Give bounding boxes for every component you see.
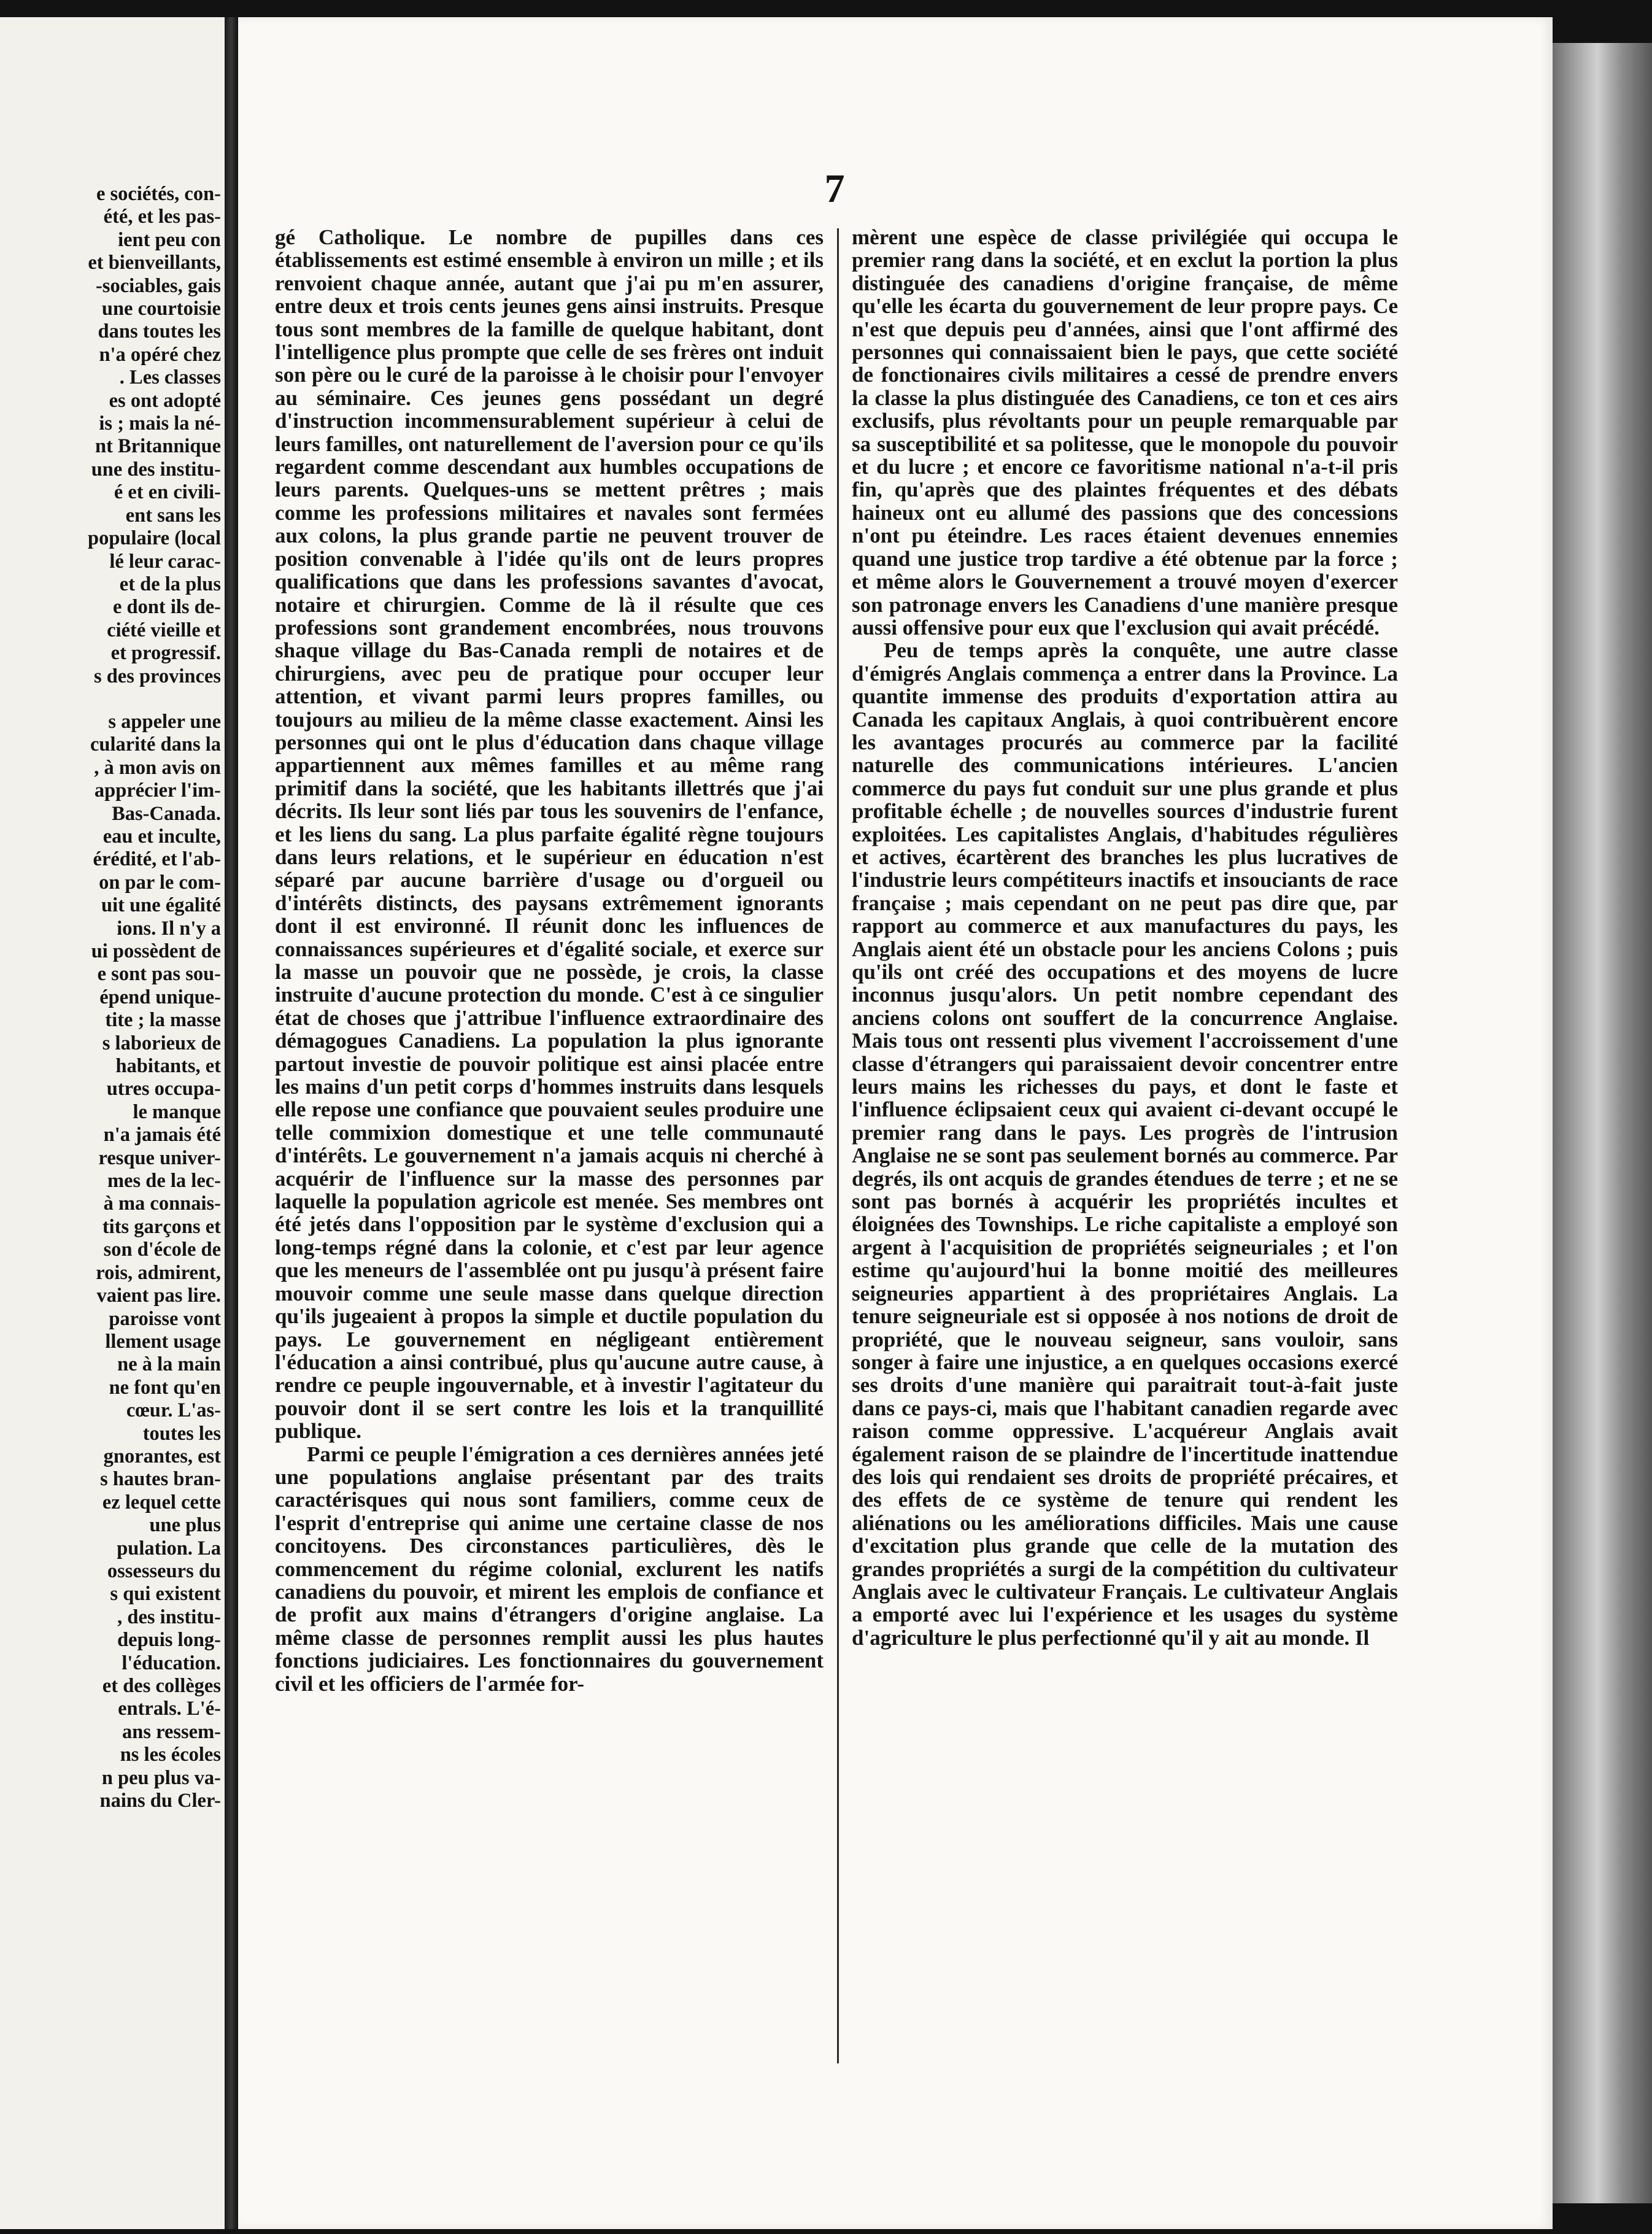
facing-page-line: s laborieux de: [102, 1032, 221, 1054]
facing-page-line: ions. Il n'y a: [117, 917, 221, 940]
facing-page-line: lé leur carac-: [109, 550, 221, 573]
facing-page-line: dans toutes les: [98, 320, 221, 343]
facing-page-line: ent sans les: [125, 504, 221, 527]
facing-page-line: uit une égalité: [101, 894, 221, 917]
facing-page-line: ans ressem-: [122, 1720, 221, 1743]
facing-page-line: [12, 688, 221, 711]
facing-page-line: ient peu con: [118, 228, 221, 251]
facing-page-line: n'a jamais été: [103, 1124, 221, 1146]
facing-page-line: n'a opéré chez: [99, 343, 221, 366]
facing-page-line: , des institu-: [117, 1606, 221, 1628]
facing-page-line: ne font qu'en: [109, 1376, 221, 1399]
paragraph: gé Catholique. Le nombre de pupilles dans ces établissements est estimé ensemble à environ un mille ; et ils renvoient chaque année, autant que j'ai pu m'en assurer, entre deux et trois cents jeunes gens ainsi instruits. Presque tous sont membres de la famille de quelque habitant, dont l'intelligence plus prompte que celle de ses frères ont induit son père ou le curé de la paroisse à le choisir pour l'envoyer au séminaire. Ces jeunes gens possédant un degré d'instruction incommensurablement supérieur à celui de leurs familles, ont naturellement de l'aversion pour ce qu'ils regardent comme descendant aux humbles occupations de leurs parents. Quelques-uns se mettent prêtres ; mais comme les professions militaires et navales sont fermées aux colons, la plus grande partie ne peuvent trouver de position convenable à l'idée qu'ils ont de leurs propres qualifications que dans les professions savantes d'avocat, notaire et chirurgien. Comme de là il résulte que ces professions sont grandement encombrées, nous trouvons shaque village du Bas-Canada rempli de notaires et de chirurgiens, avec peu de pratique pour occuper leur attention, et vivant parmi leurs propres familles, ou toujours au milieu de la même classe exactement. Ainsi les personnes qui ont le plus d'éducation dans chaque village appartiennent aux mêmes familles et au même rang primitif dans la société, que les habitants illettrés que j'ai décrits. Ils leur sont liés par tous les souvenirs de l'enfance, et les liens du sang. La plus parfaite égalité règne toujours dans leurs relations, et le supérieur en éducation n'est séparé par aucune barrière d'usage ou d'orgueil ou d'intérêts distincts, des paysans extrêmement ignorants dont il est environné. Il réunit donc les influences de connaissances supérieures et d'égalité sociale, et exerce sur la masse un pouvoir que ne possède, je crois, la classe instruite d'aucune protection du monde. C'est à ce singulier état de choses que j'attribue l'influence extraordinaire des démagogues Canadiens. La population la plus ignorante partout investie de pouvoir politique est ainsi placée entre les mains d'un petit corps d'hommes instruits dans lesquels elle repose une confiance que pouvaient seules produire une telle commixion domestique et une telle communauté d'intérêts. Le gouvernement n'a jamais acquis ni cherché à acquérir de l'influence sur la masse des personnes par laquelle la population agricole est menée. Ses membres ont été jetés dans l'opposition par le système d'exclusion qui a long-temps régné dans la colonie, et c'est par leur agence que les meneurs de l'assemblée ont pu jusqu'à présent faire mouvoir comme une seule masse dans quelque direction qu'ils jugeaient à propos la simple et ductile population du pays. Le gouvernement en négligeant entièrement l'éducation a ainsi contribué, plus qu'aucune autre cause, à rendre ce peuple ingouvernable, et à investir l'agitateur du pouvoir dont il se sert contre les lois et la tranquillité publique.: [275, 225, 824, 1444]
facing-page-line: e sont pas sou-: [97, 963, 221, 986]
facing-page-line: gnorantes, est: [103, 1445, 221, 1467]
facing-page-line: is ; mais la né-: [99, 412, 221, 435]
facing-page-line: rois, admirent,: [96, 1261, 221, 1284]
facing-page-line: apprécier l'im-: [94, 779, 221, 802]
facing-page-line: ne à la main: [117, 1353, 221, 1376]
facing-page-line: e dont ils de-: [112, 596, 221, 619]
facing-page-line: et progressif.: [110, 642, 221, 665]
page-edge: [1553, 43, 1652, 2203]
facing-page-line: s des provinces: [93, 665, 221, 687]
book-gutter: [225, 17, 238, 2229]
facing-page-line: une courtoisie: [101, 298, 221, 320]
text-column-right: [852, 226, 1398, 2092]
facing-page-line: été, et les pas-: [103, 206, 221, 228]
facing-page-line: Bas-Canada.: [112, 802, 221, 825]
facing-page-line: es ont adopté: [109, 389, 221, 412]
facing-page-line: resque univer-: [98, 1146, 221, 1169]
facing-page-line: eau et inculte,: [102, 825, 221, 848]
facing-page-line: tite ; la masse: [105, 1009, 221, 1032]
facing-page-line: ossesseurs du: [107, 1560, 221, 1582]
facing-page-line: ui possèdent de: [91, 940, 221, 962]
facing-page-line: ciété vieille et: [107, 619, 221, 641]
facing-page-line: populaire (local: [88, 527, 221, 550]
facing-page-fragment: [0, 17, 225, 2229]
facing-page-line: cœur. L'as-: [126, 1399, 221, 1422]
facing-page-line: et des collèges: [102, 1675, 221, 1697]
facing-page-line: habitants, et: [115, 1055, 221, 1078]
facing-page-line: s appeler une: [108, 710, 221, 733]
paragraph: Parmi ce peuple l'émigration a ces dernières années jeté une populations anglaise présentant par des traits caractérisques qui nous sont familiers, comme ceux de l'esprit d'entreprise qui anime une certaine classe de nos concitoyens. Des circonstances particulières, dès le commencement du régime colonial, exclurent les natifs canadiens du pouvoir, et mirent les emplois de confiance et de profit aux mains d'étrangers d'origine anglaise. La même classe de personnes remplit aussi les plus hautes fonctions judiciaires. Les fonctionnaires du gouvernement civil et les officiers de l'armée for-: [275, 1442, 824, 1696]
facing-page-line: toutes les: [142, 1422, 221, 1445]
facing-page-line: utres occupa-: [106, 1078, 221, 1100]
facing-page-line: une plus: [149, 1514, 221, 1537]
facing-page-line: entrals. L'é-: [118, 1698, 221, 1720]
facing-page-text: [12, 183, 221, 1812]
facing-page-line: s hautes bran-: [100, 1468, 221, 1491]
facing-page-line: une des institu-: [91, 458, 221, 481]
facing-page-line: é et en civili-: [114, 481, 221, 504]
facing-page-line: nains du Cler-: [99, 1790, 221, 1812]
facing-page-line: depuis long-: [117, 1629, 221, 1652]
facing-page-line: le manque: [133, 1100, 221, 1123]
facing-page-line: érédité, et l'ab-: [93, 848, 221, 871]
facing-page-line: s qui existent: [110, 1583, 221, 1606]
facing-page-line: , à mon avis on: [94, 756, 221, 779]
facing-page-line: et de la plus: [119, 573, 221, 595]
facing-page-line: ns les écoles: [120, 1744, 221, 1766]
facing-page-line: vaient pas lire.: [96, 1285, 221, 1307]
facing-page-line: l'éducation.: [122, 1652, 221, 1674]
facing-page-line: llement usage: [105, 1330, 221, 1353]
page-number: 7: [824, 166, 845, 211]
facing-page-line: à ma connais-: [103, 1192, 221, 1215]
facing-page-line: cularité dans la: [90, 733, 221, 756]
facing-page-line: épend unique-: [99, 986, 221, 1008]
facing-page-line: e sociétés, con-: [96, 183, 221, 205]
facing-page-line: ez lequel cette: [102, 1491, 221, 1513]
facing-page-line: son d'école de: [103, 1239, 221, 1261]
facing-page-line: nt Britannique: [95, 435, 221, 458]
paragraph: Peu de temps après la conquête, une autre classe d'émigrés Anglais commença a entrer dans la Province. La quantite immense des produits d'exportation attira au Canada les capitaux Anglais, à quoi contribuèrent encore les avantages procurés au commerce par la facilité naturelle des communications intérieures. L'ancien commerce du pays fut conduit sur une plus grande et plus profitable échelle ; de nouvelles sources d'industrie furent exploitées. Les capitalistes Anglais, d'habitudes régulières et actives, écartèrent des branches les plus lucratives de l'industrie leurs compétiteurs inactifs et insouciants de race française ; mais cependant on ne peut pas dire que, par rapport au commerce et aux manufactures du pays, les Anglais aient été un obstacle pour les anciens Colons ; puis qu'ils ont créé des occupations et des moyens de lucre inconnus jusqu'alors. Un petit nombre cependant des anciens colons ont souffert de la concurrence Anglaise. Mais tous ont ressenti plus vivement l'accroissement d'une classe d'étrangers qui paraissaient devoir concentrer entre leurs mains les richesses du pays, et dont le faste et l'influence éclipsaient ceux qui avaient ci-devant occupé le premier rang dans le pays. Les progrès de l'intrusion Anglaise ne se sont pas seulement bornés au commerce. Par degrés, ils ont acquis de grandes étendues de terre ; et ne se sont pas bornés à acquérir les propriétés incultes et éloignées des Townships. Le riche capitaliste a employé son argent à l'acquisition de propriétés seigneuriales ; et l'on estime qu'aujourd'hui la bonne moitié des meilleures seigneuries appartient à des propriétaires Anglais. La tenure seigneuriale est si opposée à nos notions de droit de propriété, que le nouveau seigneur, sans vouloir, sans songer à faire une injustice, a en quelques occasions exercé ses droits d'une manière qui paraitrait tout-à-fait juste dans ce pays-ci, mais que l'habitant canadien regarde avec raison comme oppressive. L'acquéreur Anglais avait également raison de se plaindre de l'incertitude inattendue des lois qui rendaient ses droits de propriété précaires, et des effets de ce système de tenure qui rendent les aliénations ou les améliorations difficiles. Mais une cause d'excitation plus grande que celle de la mutation des grandes propriétés a surgi de la compétition du cultivateur Anglais avec le cultivateur Français. Le cultivateur Anglais a emporté avec lui l'expérience et les usages du système d'agriculture le plus perfectionné qu'il y ait au monde. Il: [852, 638, 1398, 1650]
facing-page-line: -sociables, gais: [95, 274, 221, 297]
facing-page-line: tits garçons et: [102, 1215, 221, 1238]
facing-page-line: paroisse vont: [109, 1307, 221, 1330]
paragraph: mèrent une espèce de classe privilégiée qui occupa le premier rang dans la société, et en exclut la portion la plus distinguée des canadiens d'origine française, de même qu'elle les écarta du gouvernement de leur propre pays. Ce n'est que depuis peu d'années, ainsi que l'ont affirmé des personnes qui connaissaient bien le pays, que cette société de fonctionaires civils militaires a cessé de prendre envers la classe la plus distinguée des Canadiens, ce ton et ces airs exclusifs, plus révoltants pour un peuple remarquable par sa susceptibilité et sa politesse, que le monopole du pouvoir et du lucre ; et encore ce favoritisme national n'a-t-il pris fin, qu'après que des plaintes fréquentes et des débats haineux ont eu allumé des passions que des concessions n'ont pu éteindre. Les races étaient devenues ennemies quand une justice trop tardive a été obtenue par la force ; et même alors le Gouvernement a trouvé moyen d'exercer son patronage envers les Canadiens d'une manière presque aussi offensive pour eux que l'exclusion qui avait précédé.: [852, 225, 1398, 640]
text-column-left: [275, 226, 824, 2092]
facing-page-line: n peu plus va-: [101, 1766, 221, 1789]
facing-page-line: pulation. La: [117, 1537, 221, 1560]
facing-page-line: et bienveillants,: [88, 252, 221, 274]
column-divider: [837, 228, 839, 2063]
facing-page-line: . Les classes: [119, 366, 221, 389]
facing-page-line: on par le com-: [99, 871, 221, 894]
facing-page-line: mes de la lec-: [107, 1170, 221, 1192]
